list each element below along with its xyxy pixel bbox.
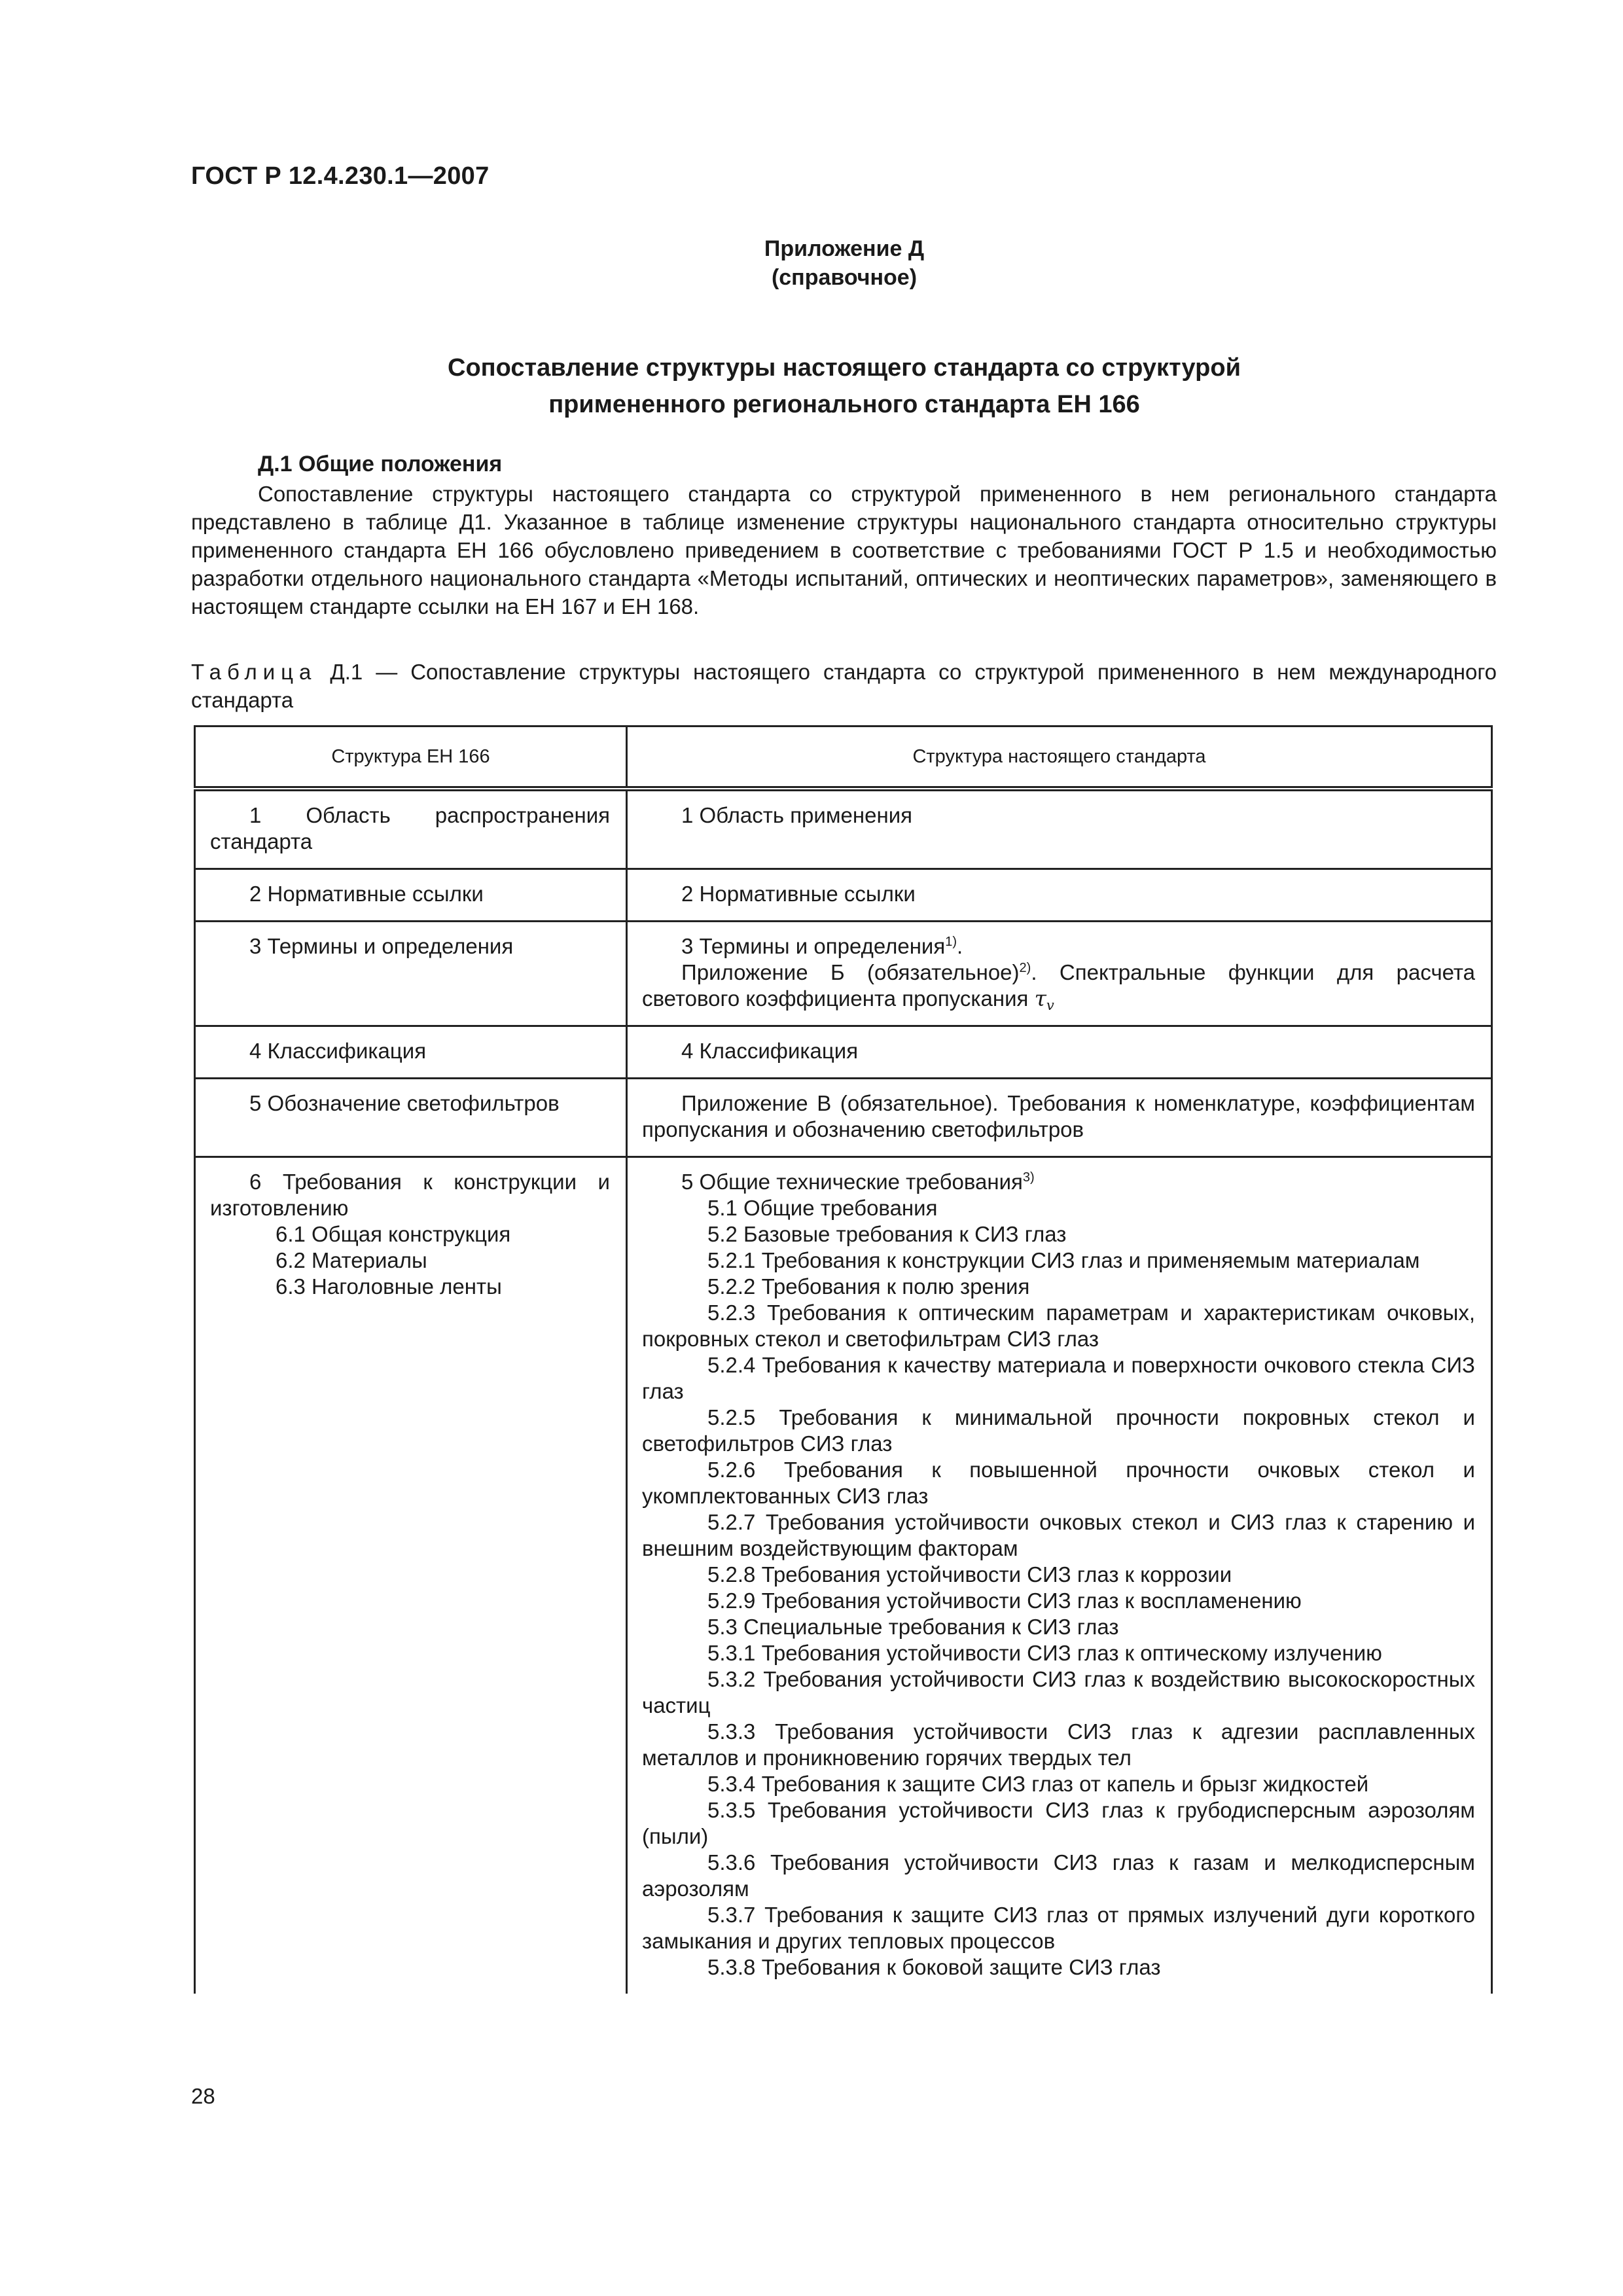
table-cell-left xyxy=(195,922,627,1026)
footnote-ref: 2) xyxy=(1019,961,1031,975)
table-caption xyxy=(191,658,1497,714)
requirement-item: 5.3.1 Требования устойчивости СИЗ глаз к оптическому излучению xyxy=(707,1641,1382,1665)
table-cell-right xyxy=(627,869,1492,922)
annex-b-description: . Спектральные функции для расчета светового коэффициента пропускания xyxy=(642,960,1475,1011)
annex-title xyxy=(0,350,1623,423)
table-cell-right xyxy=(627,1157,1492,1994)
annex-type: (справочное) xyxy=(771,265,918,290)
annex-b-text: Приложение Б (обязательное) xyxy=(681,960,1020,984)
tau-symbol: τ xyxy=(1034,986,1046,1011)
requirement-item: 5.3.7 Требования к защите СИЗ глаз от прямых излучений дуги короткого замыкания и других тепловых процессов xyxy=(642,1903,1475,1953)
table-row xyxy=(195,1026,1492,1079)
terms-text: 3 Термины и определения xyxy=(681,934,946,958)
column-header-en166: Структура ЕН 166 xyxy=(195,726,627,789)
requirement-item: 5.3 Специальные требования к СИЗ глаз xyxy=(707,1615,1119,1639)
table-cell-left xyxy=(195,1079,627,1157)
cell-text: 3 Термины и определения xyxy=(249,934,514,958)
requirements-list xyxy=(628,1158,1491,1994)
requirement-item: 5.2.3 Требования к оптическим параметрам и характеристикам очковых, покровных стекол и светофильтрам СИЗ глаз xyxy=(642,1300,1475,1351)
requirement-item: 5.3.3 Требования устойчивости СИЗ глаз к адгезии расплавленных металлов и проникновению горячих твердых тел xyxy=(642,1719,1475,1770)
requirements-heading-text: 5 Общие технические требования xyxy=(681,1170,1023,1194)
section-heading: Д.1 Общие положения xyxy=(258,452,503,476)
footnote-ref: 3) xyxy=(1022,1170,1035,1185)
table-cell-right xyxy=(627,789,1492,869)
intro-paragraph: Сопоставление структуры настоящего стандарта со структурой примененного в нем регионального стандарта представлено в таблице Д1. Указанное в таблице изменение структуры национального стандарта относительно структуры примененного стандарта ЕН 166 обусловлено приведением в соответствие с требованиями ГОСТ Р 1.5 и необходимостью разработки отдельного национального стандарта «Методы испытаний, оптических и неоптических параметров», заменяющего в настоящем стандарте ссылки на ЕН 167 и ЕН 168. xyxy=(191,482,1497,619)
requirement-item: 5.3.8 Требования к боковой защите СИЗ глаз xyxy=(707,1955,1161,1979)
cell-text-annex-b xyxy=(642,960,1475,1012)
requirement-item: 5.2.5 Требования к минимальной прочности покровных стекол и светофильтров СИЗ глаз xyxy=(642,1405,1475,1456)
table-row xyxy=(195,869,1492,922)
requirement-item: 5.2.2 Требования к полю зрения xyxy=(707,1274,1030,1299)
table-row xyxy=(195,922,1492,1026)
cell-text: 4 Классификация xyxy=(249,1039,427,1063)
cell-text: 5 Обозначение светофильтров xyxy=(249,1091,560,1115)
cell-content xyxy=(196,1158,626,1313)
requirement-item: 5.2.8 Требования устойчивости СИЗ глаз к коррозии xyxy=(707,1562,1232,1587)
table-cell-left xyxy=(195,1157,627,1994)
table-caption-label: Таблица xyxy=(191,660,317,684)
table-row xyxy=(195,1157,1492,1994)
requirement-item: 5.2.1 Требования к конструкции СИЗ глаз и применяемым материалам xyxy=(707,1248,1420,1272)
requirement-item: 5.2.9 Требования устойчивости СИЗ глаз к воспламенению xyxy=(707,1588,1302,1613)
table-cell-right xyxy=(627,922,1492,1026)
column-header-this-standard: Структура настоящего стандарта xyxy=(627,726,1492,789)
cell-text: 6.1 Общая конструкция xyxy=(276,1222,511,1246)
transmittance-symbol xyxy=(1035,986,1054,1011)
cell-text: 4 Классификация xyxy=(681,1039,859,1063)
cell-content xyxy=(628,922,1491,1025)
requirement-item: 5.3.5 Требования устойчивости СИЗ глаз к грубодисперсным аэрозолям (пыли) xyxy=(642,1798,1475,1848)
requirement-item: 5.3.2 Требования устойчивости СИЗ глаз к воздействию высокоскоростных частиц xyxy=(642,1667,1475,1717)
requirement-item: 5.3.4 Требования к защите СИЗ глаз от капель и брызг жидкостей xyxy=(707,1772,1369,1796)
requirement-item: 5.3.6 Требования устойчивости СИЗ глаз к газам и мелкодисперсным аэрозолям xyxy=(642,1850,1475,1901)
requirement-item: 5.1 Общие требования xyxy=(707,1196,938,1220)
cell-text: Приложение В (обязательное). Требования к номенклатуре, коэффициентам пропускания и обозначению светофильтров xyxy=(642,1091,1475,1141)
document-code: ГОСТ Р 12.4.230.1—2007 xyxy=(191,162,490,190)
requirement-item: 5.2.6 Требования к повышенной прочности очковых стекол и укомплектованных СИЗ глаз xyxy=(642,1458,1475,1508)
table-header-row xyxy=(195,726,1492,789)
annex-label: Приложение Д xyxy=(764,236,925,261)
table-cell-left xyxy=(195,869,627,922)
cell-text: 2 Нормативные ссылки xyxy=(681,882,916,906)
cell-text: 6.3 Наголовные ленты xyxy=(276,1274,502,1299)
cell-text: 1 Область применения xyxy=(681,803,912,827)
table-row xyxy=(195,789,1492,869)
cell-text: 6.2 Материалы xyxy=(276,1248,427,1272)
table-row xyxy=(195,1079,1492,1157)
table-cell-right xyxy=(627,1079,1492,1157)
annex-title-line-1: Сопоставление структуры настоящего стандарта со структурой xyxy=(448,354,1241,382)
table-caption-text: Д.1 — Сопоставление структуры настоящего стандарта со структурой примененного в нем международного стандарта xyxy=(191,660,1497,712)
cell-text: 2 Нормативные ссылки xyxy=(249,882,484,906)
table-cell-right xyxy=(627,1026,1492,1079)
cell-text-terms xyxy=(642,933,1475,960)
requirements-heading xyxy=(642,1169,1475,1195)
cell-text: 1 Область распространения стандарта xyxy=(210,803,610,853)
requirement-item: 5.2.7 Требования устойчивости очковых стекол и СИЗ глаз к старению и внешним воздействующим факторам xyxy=(642,1510,1475,1560)
structure-comparison-table xyxy=(194,725,1493,1994)
page-number: 28 xyxy=(191,2084,215,2108)
terms-end: . xyxy=(957,934,963,958)
footnote-ref: 1) xyxy=(945,935,957,949)
annex-label-block xyxy=(0,234,1623,292)
annex-title-line-2: примененного регионального стандарта ЕН 166 xyxy=(548,391,1140,418)
table-cell-left xyxy=(195,789,627,869)
table-cell-left xyxy=(195,1026,627,1079)
tau-subscript: v xyxy=(1046,997,1054,1013)
cell-text: 6 Требования к конструкции и изготовлению xyxy=(210,1170,610,1220)
requirement-item: 5.2 Базовые требования к СИЗ глаз xyxy=(707,1222,1067,1246)
requirement-item: 5.2.4 Требования к качеству материала и поверхности очкового стекла СИЗ глаз xyxy=(642,1353,1475,1403)
